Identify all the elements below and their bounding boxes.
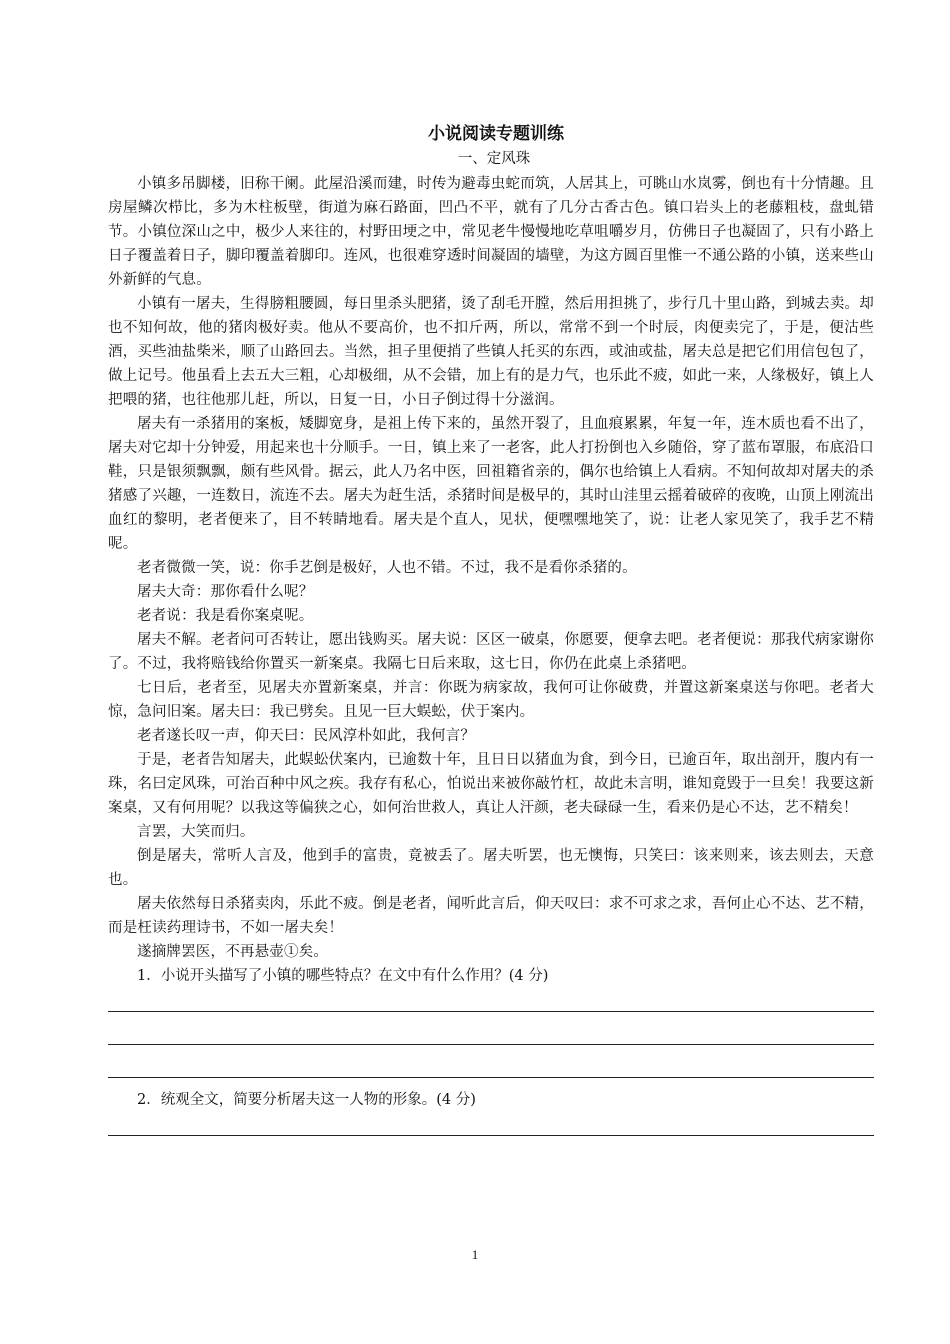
question-2: 2．统观全文，简要分析屠夫这一人物的形象。(4 分) <box>137 1092 476 1108</box>
paragraph: 屠夫大奇：那你看什么呢？ <box>137 584 314 600</box>
paragraph: 屠夫有一杀猪用的案板，矮脚宽身，是祖上传下来的，虽然开裂了，且血痕累累，年复一年，连木质也看不出了，屠夫对它却十分钟爱，用起来也十分顺手。一日，镇上来了一老客，此人打扮倒也入乡随俗，穿了蓝布罩服，布底沿口鞋，只是银须飘飘，颇有些风骨。据云，此人乃名中医，回祖籍省亲的，偶尔也给镇上人看病。不知何故却对屠夫的杀猪感了兴趣，一连数日，流连不去。屠夫为赶生活，杀猪时间是极早的，其时山洼里云摇着破碎的夜晚，山顶上刚流出血红的黎明，老者便来了，目不转睛地看。屠夫是个直人，见状，便嘿嘿地笑了，说：让老人家见笑了，我手艺不精呢。 <box>108 416 874 552</box>
paragraph: 言罢，大笑而归。 <box>137 824 255 840</box>
paragraph: 遂摘牌罢医，不再悬壶①矣。 <box>137 944 329 960</box>
paragraph: 老者说：我是看你案桌呢。 <box>137 608 314 624</box>
answer-line <box>108 1012 874 1045</box>
answer-line <box>108 1112 874 1136</box>
paragraph: 老者微微一笑，说：你手艺倒是极好，人也不错。不过，我不是看你杀猪的。 <box>137 560 637 576</box>
answer-line <box>108 988 874 1012</box>
paragraph: 于是，老者告知屠夫，此蜈蚣伏案内，已逾数十年，且日日以猪血为食，到今日，已逾百年，取出剖开，腹内有一珠，名曰定风珠，可治百种中风之疾。我存有私心，怕说出来被你敲竹杠，故此未言明，谁知竟毁于一旦矣！我要这新案桌，又有何用呢？以我这等偏狭之心，如何治世救人，真让人汗颜，老夫碌碌一生，看来仍是心不达，艺不精矣！ <box>108 752 874 816</box>
question-1: 1．小说开头描写了小镇的哪些特点？在文中有什么作用？(4 分) <box>137 968 549 984</box>
paragraph: 屠夫依然每日杀猪卖肉，乐此不疲。倒是老者，闻听此言后，仰天叹曰：求不可求之求，吾何止心不达、艺不精，而是枉读药理诗书，不如一屠夫矣！ <box>108 896 874 936</box>
document-page <box>108 120 874 1136</box>
paragraph: 倒是屠夫，常听人言及，他到手的富贵，竟被丢了。屠夫听罢，也无懊悔，只笑曰：该来则来，该去则去，天意也。 <box>108 848 874 888</box>
page-number: 1 <box>471 1247 479 1262</box>
answer-line <box>108 1045 874 1078</box>
paragraph: 七日后，老者至，见屠夫亦置新案桌，并言：你既为病家故，我何可让你破费，并置这新案桌送与你吧。老者大惊，急问旧案。屠夫曰：我已劈矣。且见一巨大蜈蚣，伏于案内。 <box>108 680 874 720</box>
document-subtitle: 一、定风珠 <box>457 151 531 167</box>
document-title: 小说阅读专题训练 <box>428 124 564 144</box>
paragraph: 小镇多吊脚楼，旧称干阑。此屋沿溪而建，时传为避毒虫蛇而筑，人居其上，可眺山水岚雾，倒也有十分情趣。且房屋鳞次栉比，多为木柱板壁，街道为麻石路面，凹凸不平，就有了几分古香古色。镇口岩头上的老藤粗枝，盘虬错节。小镇位深山之中，极少人来往的，村野田埂之中，常见老牛慢慢地吃草咀嚼岁月，仿佛日子也凝固了，只有小路上日子覆盖着日子，脚印覆盖着脚印。连风，也很难穿透时间凝固的墙壁，为这方圆百里惟一不通公路的小镇，送来些山外新鲜的气息。 <box>108 176 874 288</box>
paragraph: 老者遂长叹一声，仰天曰：民风淳朴如此，我何言？ <box>137 728 476 744</box>
paragraph: 小镇有一屠夫，生得膀粗腰圆，每日里杀头肥猪，烫了刮毛开膛，然后用担挑了，步行几十里山路，到城去卖。却也不知何故，他的猪肉极好卖。他从不要高价，也不扣斤两，所以，常常不到一个时辰，肉便卖完了，于是，便沽些酒，买些油盐柴米，顺了山路回去。当然，担子里便捎了些镇人托买的东西，或油或盐，屠夫总是把它们用信包包了，做上记号。他虽看上去五大三粗，心却极细，从不会错，加上有的是力气，也乐此不疲，如此一来，人缘极好，镇上人把喂的猪，也往他那儿赶，所以，日复一日，小日子倒过得十分滋润。 <box>108 296 874 408</box>
paragraph: 屠夫不解。老者问可否转让，愿出钱购买。屠夫说：区区一破桌，你愿要，便拿去吧。老者便说：那我代病家谢你了。不过，我将赔钱给你置买一新案桌。我隔七日后来取，这七日，你仍在此桌上杀猪吧。 <box>108 632 874 672</box>
